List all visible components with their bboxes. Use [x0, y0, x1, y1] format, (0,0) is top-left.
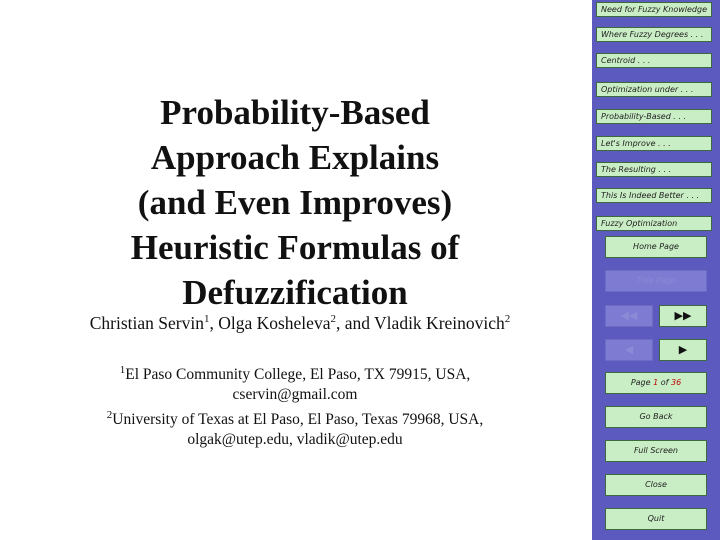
- go-back-button[interactable]: Go Back: [605, 406, 707, 428]
- title-line: (and Even Improves): [137, 183, 453, 222]
- affiliation-line: [60, 405, 530, 430]
- author-name: Christian Servin: [89, 313, 204, 333]
- slide-title: [60, 90, 530, 315]
- nav-item-probability-based[interactable]: Probability-Based . . .: [596, 109, 712, 124]
- total-page-number: 36: [670, 378, 682, 387]
- author-list: [20, 313, 580, 334]
- author-affil-mark: 2: [330, 313, 336, 326]
- first-page-button: ◀◀: [605, 305, 653, 327]
- affiliation-email: olgak@utep.edu, vladik@utep.edu: [187, 431, 403, 449]
- author-name: Vladik Kreinovich: [374, 313, 505, 333]
- title-page-button: Title Page: [605, 270, 707, 292]
- home-page-button[interactable]: Home Page: [605, 236, 707, 258]
- close-button[interactable]: Close: [605, 474, 707, 496]
- affiliations: [60, 360, 530, 450]
- prev-page-button: ◀: [605, 339, 653, 361]
- nav-item-need-for-fuzzy-knowledge[interactable]: Need for Fuzzy Knowledge: [596, 2, 712, 17]
- next-page-button[interactable]: ▶: [659, 339, 707, 361]
- author-name: Olga Kosheleva: [218, 313, 331, 333]
- affiliation-text: University of Texas at El Paso, El Paso, Texas 79968, USA,: [112, 411, 484, 429]
- nav-item-centroid[interactable]: Centroid . . .: [596, 53, 712, 68]
- nav-item-lets-improve[interactable]: Let's Improve . . .: [596, 136, 712, 151]
- page-prefix: Page: [630, 378, 654, 387]
- nav-item-fuzzy-optimization[interactable]: Fuzzy Optimization: [596, 216, 712, 231]
- title-line: Probability-Based: [160, 93, 430, 132]
- last-page-button[interactable]: ▶▶: [659, 305, 707, 327]
- page-indicator: [605, 372, 707, 394]
- affil-mark: 1: [119, 364, 126, 376]
- affiliation-line: [60, 360, 530, 385]
- title-line: Approach Explains: [150, 138, 440, 177]
- affiliation-text: El Paso Community College, El Paso, TX 79915, USA,: [125, 366, 471, 384]
- author-separator: , and: [335, 313, 375, 333]
- nav-item-optimization-under[interactable]: Optimization under . . .: [596, 82, 712, 97]
- nav-item-where-fuzzy-degrees[interactable]: Where Fuzzy Degrees . . .: [596, 27, 712, 42]
- nav-item-the-resulting[interactable]: The Resulting . . .: [596, 162, 712, 177]
- affiliation-email: cservin@gmail.com: [232, 386, 358, 404]
- current-page-number: 1: [653, 378, 659, 387]
- affil-mark: 2: [106, 409, 113, 422]
- nav-item-this-is-indeed-better[interactable]: This Is Indeed Better . . .: [596, 188, 712, 203]
- author-separator: ,: [209, 313, 219, 333]
- title-line: Heuristic Formulas of: [130, 228, 460, 267]
- navigation-sidebar: [592, 0, 720, 540]
- title-line: Defuzzification: [182, 273, 408, 312]
- page-of: of: [658, 378, 671, 387]
- quit-button[interactable]: Quit: [605, 508, 707, 530]
- author-affil-mark: 2: [504, 313, 511, 326]
- author-affil-mark: 1: [203, 313, 210, 326]
- full-screen-button[interactable]: Full Screen: [605, 440, 707, 462]
